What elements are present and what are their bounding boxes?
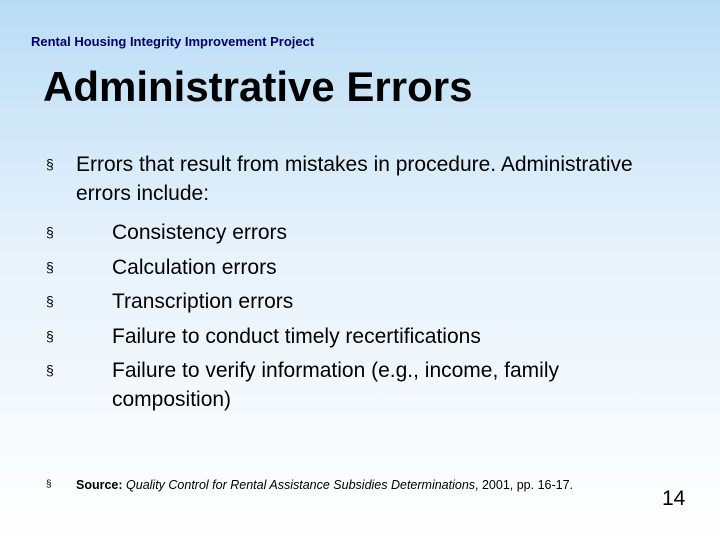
list-item-text: Failure to conduct timely recertifications <box>112 324 481 348</box>
list-item <box>46 287 666 316</box>
bullet-icon: § <box>46 327 54 344</box>
project-header: Rental Housing Integrity Improvement Project <box>31 34 315 49</box>
list-item-text: Calculation errors <box>112 255 277 279</box>
bullet-icon: § <box>46 156 54 172</box>
bullet-icon: § <box>46 224 54 240</box>
bullet-icon: § <box>46 479 52 490</box>
list-item-text: Failure to verify information (e.g., income, family composition) <box>112 359 559 411</box>
source-title: Quality Control for Rental Assistance Subsidies Determinations <box>126 478 476 492</box>
error-types-list <box>46 218 666 420</box>
list-item <box>46 218 666 247</box>
source-label: Source: <box>76 478 123 492</box>
source-details: , 2001, pp. 16-17. <box>475 478 574 492</box>
bullet-icon: § <box>46 293 54 309</box>
list-item <box>46 356 666 414</box>
list-item <box>46 253 666 282</box>
page-number: 14 <box>662 487 686 510</box>
intro-bullet <box>46 150 646 208</box>
slide-title: Administrative Errors <box>43 63 473 110</box>
bullet-icon: § <box>46 258 54 275</box>
source-text <box>76 476 573 494</box>
list-item-text: Consistency errors <box>112 221 288 244</box>
intro-text: Errors that result from mistakes in procedure. Administrative errors include: <box>76 153 633 205</box>
source-citation <box>46 476 646 494</box>
bullet-icon: § <box>46 362 54 378</box>
list-item-text: Transcription errors <box>112 290 294 313</box>
list-item <box>46 322 666 351</box>
